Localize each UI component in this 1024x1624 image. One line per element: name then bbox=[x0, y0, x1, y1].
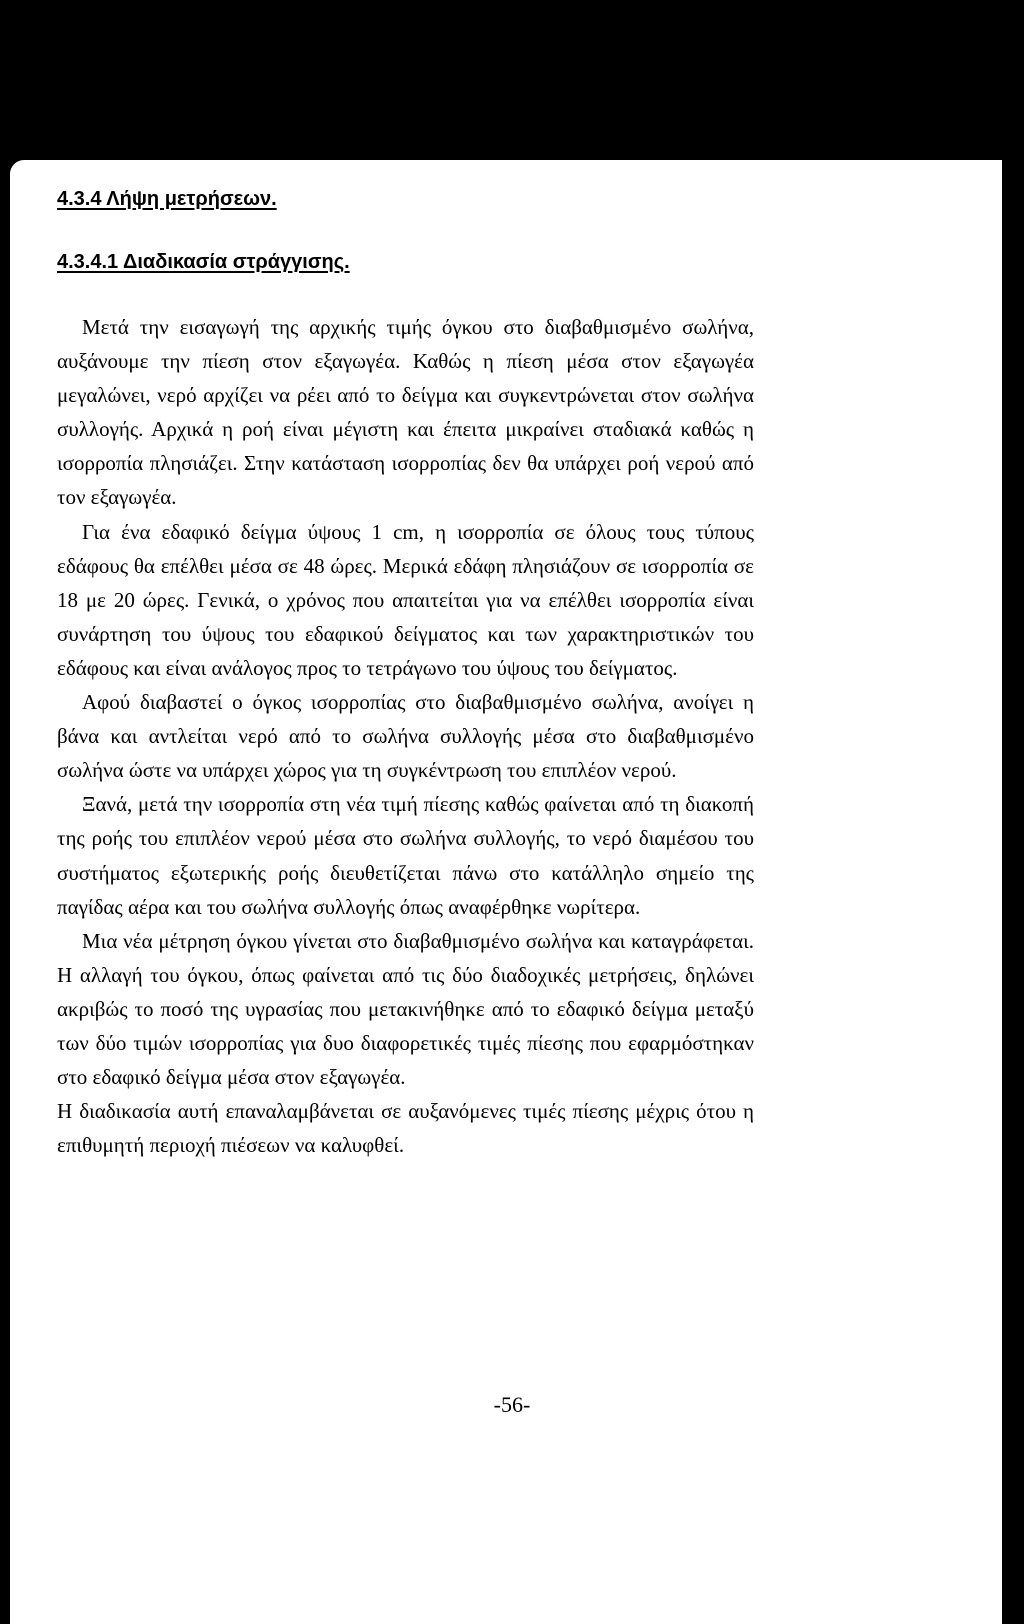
page-number: -56- bbox=[493, 1392, 531, 1417]
subsection-heading: 4.3.4.1 Διαδικασία στράγγισης. bbox=[57, 251, 350, 273]
section-heading: 4.3.4 Λήψη μετρήσεων. bbox=[57, 188, 277, 210]
paragraph-repeat: Η διαδικασία αυτή επαναλαμβάνεται σε αυξανόμενες τιμές πίεσης μέχρις ότου η επιθυμητή περιοχή πιέσεων να καλυφθεί. bbox=[57, 1099, 754, 1158]
paragraph-equilibrium-time: Για ένα εδαφικό δείγμα ύψους 1 cm, η ισορροπία σε όλους τους τύπους εδάφους θα επέλθει μέσα σε 48 ώρες. Μερικά εδάφη πλησιάζουν σε ισορροπία σε 18 με 20 ώρες. Γενικά, ο χρόνος που απαιτείται για να επέλθει ισορροπία είναι συνάρτηση του ύψους του εδαφικού δείγματος και των χαρακτηριστικών του εδάφους και είναι ανάλογος προς το τετράγωνο του ύψους του δείγματος. bbox=[57, 519, 754, 680]
paragraph-new-measurement: Μια νέα μέτρηση όγκου γίνεται στο διαβαθμισμένο σωλήνα και καταγράφεται. Η αλλαγή του όγκου, όπως φαίνεται από τις δύο διαδοχικές μετρήσεις, δηλώνει ακριβώς το ποσό της υγρασίας που μετακινήθηκε από το εδαφικό δείγμα μεταξύ των δύο τιμών ισορροπίας για δυο διαφορετικές τιμές πίεσης που εφαρμόστηκαν στο εδαφικό δείγμα μέσα στον εξαγωγέα. bbox=[57, 928, 754, 1090]
body-text bbox=[57, 310, 754, 1162]
paragraph-volume-reading: Αφού διαβαστεί ο όγκος ισορροπίας στο διαβαθμισμένο σωλήνα, ανοίγει η βάνα και αντλείται νερό από το σωλήνα συλλογής μέσα στο διαβαθμισμένο σωλήνα ώστε να υπάρχει χώρος για τη συγκέντρωση του επιπλέον νερού. bbox=[57, 690, 754, 783]
paragraph-new-pressure: Ξανά, μετά την ισορροπία στη νέα τιμή πίεσης καθώς φαίνεται από τη διακοπή της ροής του επιπλέον νερού μέσα στο σωλήνα συλλογής, το νερό διαμέσου του συστήματος εξωτερικής ροής διευθετίζεται πάνω στο κατάλληλο σημείο της παγίδας αέρα και του σωλήνα συλλογής όπως αναφέρθηκε νωρίτερα. bbox=[57, 792, 754, 919]
paragraph-drainage-start: Μετά την εισαγωγή της αρχικής τιμής όγκου στο διαβαθμισμένο σωλήνα, αυξάνουμε την πίεση στον εξαγωγέα. Καθώς η πίεση μέσα στον εξαγωγέα μεγαλώνει, νερό αρχίζει να ρέει από το δείγμα και συγκεντρώνεται στον σωλήνα συλλογής. Αρχικά η ροή είναι μέγιστη και έπειτα μικραίνει σταδιακά καθώς η ισορροπία πλησιάζει. Στην κατάσταση ισορροπίας δεν θα υπάρχει ροή νερού από τον εξαγωγέα. bbox=[57, 315, 754, 510]
